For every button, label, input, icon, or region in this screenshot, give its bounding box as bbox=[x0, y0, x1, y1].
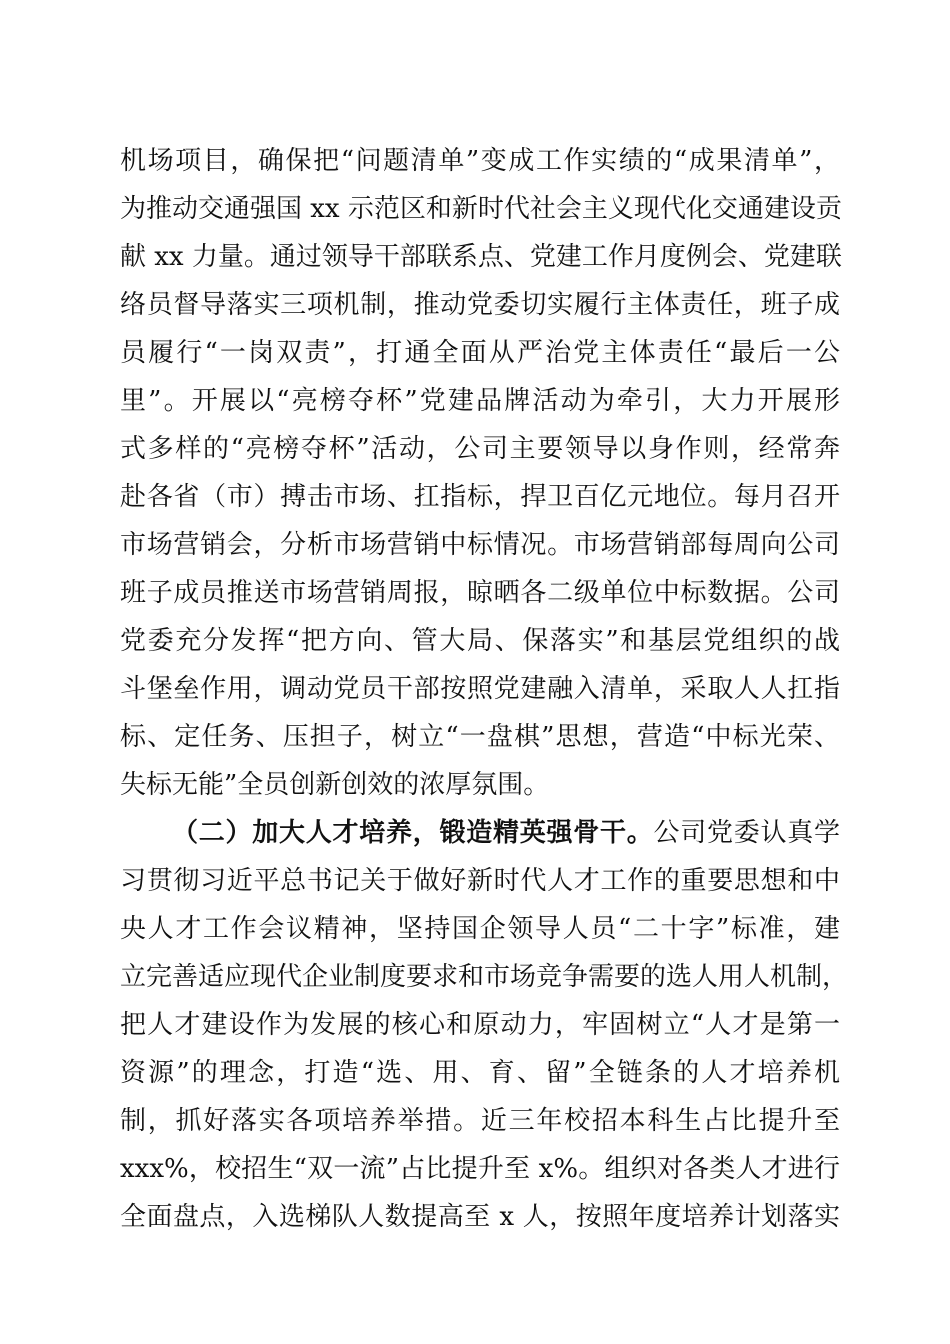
text-line: 里”。开展以“亮榜夺杯”党建品牌活动为牵引，大力开展形 bbox=[120, 386, 840, 416]
text-line: 班子成员推送市场营销周报，晾晒各二级单位中标数据。公司 bbox=[120, 578, 840, 608]
text-line: 员履行“一岗双责”，打通全面从严治党主体责任“最后一公 bbox=[120, 338, 840, 368]
text-line: 市场营销会，分析市场营销中标情况。市场营销部每周向公司 bbox=[120, 530, 840, 560]
text-line: 立完善适应现代企业制度要求和市场竞争需要的选人用人机制， bbox=[120, 962, 849, 992]
paragraph-2 bbox=[120, 809, 849, 1241]
text-line: 制，抓好落实各项培养举措。近三年校招本科生占比提升至 bbox=[120, 1106, 840, 1136]
text-line: 党委充分发挥“把方向、管大局、保落实”和基层党组织的战 bbox=[120, 626, 840, 656]
text-line: 献 xx 力量。通过领导干部联系点、党建工作月度例会、党建联 bbox=[120, 242, 842, 272]
text-line: 机场项目，确保把“问题清单”变成工作实绩的“成果清单”， bbox=[120, 146, 840, 176]
text-line: 斗堡垒作用，调动党员干部按照党建融入清单，采取人人扛指 bbox=[120, 674, 840, 704]
paragraph-1 bbox=[120, 137, 840, 809]
text-line: 式多样的“亮榜夺杯”活动，公司主要领导以身作则，经常奔 bbox=[120, 434, 840, 464]
text-line: 央人才工作会议精神，坚持国企领导人员“二十字”标准，建 bbox=[120, 914, 840, 944]
section-heading: （二）加大人才培养，锻造精英强骨干。 bbox=[172, 818, 654, 848]
text-line: 赴各省（市）搏击市场、扛指标，捍卫百亿元地位。每月召开 bbox=[120, 482, 840, 512]
text-line: 习贯彻习近平总书记关于做好新时代人才工作的重要思想和中 bbox=[120, 866, 840, 896]
text-line: 为推动交通强国 xx 示范区和新时代社会主义现代化交通建设贡 bbox=[120, 194, 842, 224]
text-line: 络员督导落实三项机制，推动党委切实履行主体责任，班子成 bbox=[120, 290, 840, 320]
text-line: 标、定任务、压担子，树立“一盘棋”思想，营造“中标光荣、 bbox=[120, 722, 840, 752]
section-heading-line bbox=[120, 809, 840, 857]
text-line: 资源”的理念，打造“选、用、育、留”全链条的人才培养机 bbox=[120, 1058, 840, 1088]
text-line: 全面盘点，入选梯队人数提高至 x 人，按照年度培养计划落实 bbox=[120, 1202, 840, 1232]
heading-line-text: 公司党委认真学 bbox=[653, 818, 840, 848]
text-line: 失标无能”全员创新创效的浓厚氛围。 bbox=[120, 770, 550, 800]
text-line: 把人才建设作为发展的核心和原动力，牢固树立“人才是第一 bbox=[120, 1010, 840, 1040]
text-line: xxx%，校招生“双一流”占比提升至 x%。组织对各类人才进行 bbox=[120, 1154, 840, 1184]
